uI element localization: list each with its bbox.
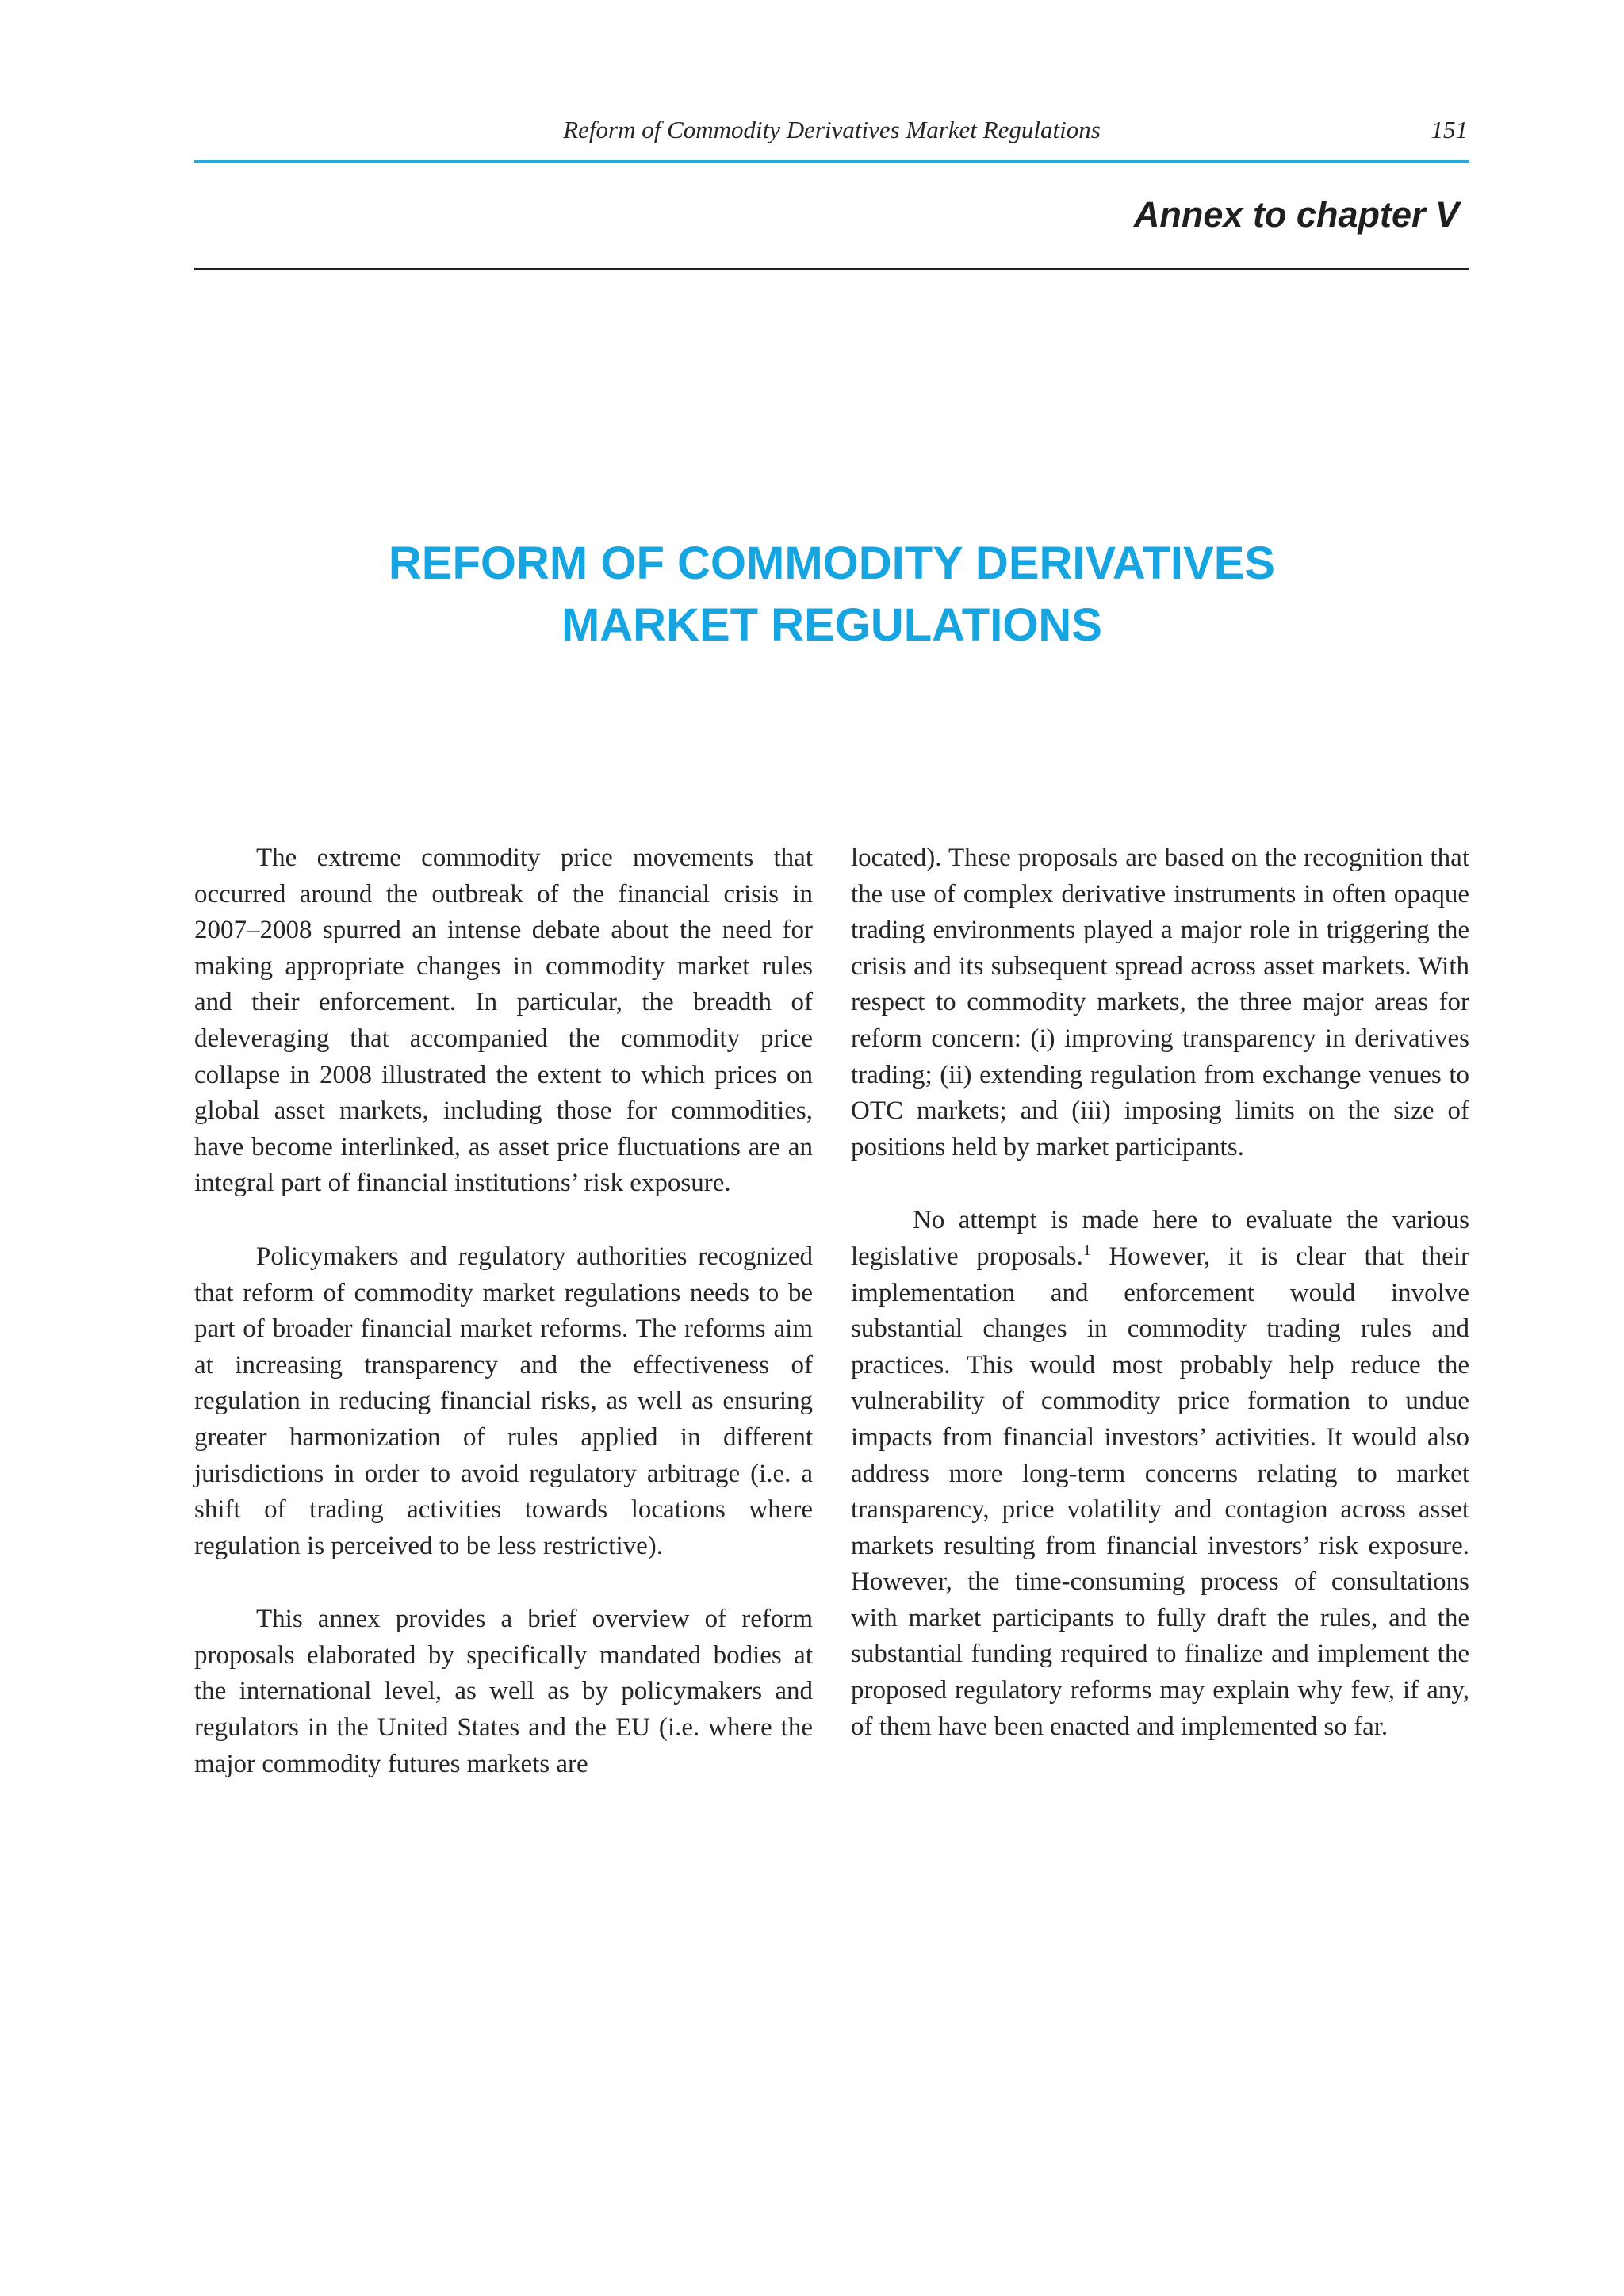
- paragraph-with-footnote: [851, 1203, 1469, 1745]
- header-rule: [194, 160, 1469, 163]
- chapter-title-line-1: REFORM OF COMMODITY DERIVATIVES: [388, 538, 1276, 589]
- chapter-title: [194, 533, 1469, 656]
- footnote-marker[interactable]: 1: [1082, 1241, 1091, 1259]
- right-column: [851, 840, 1469, 1782]
- running-title: Reform of Commodity Derivatives Market Regulations: [563, 116, 1101, 144]
- paragraph: Policymakers and regulatory authorities recognized that reform of commodity market regulations needs to be part of broader financial market reforms. The reforms aim at increasing transparency and the effectiveness of regulation in reducing financial risks, as well as ensuring greater harmonization of rules applied in different jurisdictions in order to avoid regulatory arbitrage (i.e. a shift of trading activities towards locations where regulation is perceived to be less restrictive).: [194, 1242, 813, 1560]
- paragraph: located). These proposals are based on the recognition that the use of complex derivative instruments in often opaque trading environments played a major role in triggering the crisis and its subsequent spread across asset markets. With respect to commodity markets, the three major areas for reform concern: (i) improving transparency in derivatives trading; (ii) extending regulation from exchange venues to OTC markets; and (iii) imposing limits on the size of positions held by market participants.: [851, 844, 1469, 1161]
- paragraph-text: However, it is clear that their implementation and enforcement would involve substantial changes in commodity trading rules and practices. This would most probably help reduce the vulnerability of commodity price formation to undue impacts from financial investors’ activities. It would also address more long-term concerns relating to market transparency, price volatility and contagion across asset markets resulting from financial investors’ risk exposure. However, the time-consuming process of consultations with market participants to fully draft the rules, and the substantial funding required to finalize and implement the proposed regulatory reforms may explain why few, if any, of them have been enacted and implemented so far.: [851, 1242, 1469, 1741]
- page-number: 151: [1431, 116, 1468, 144]
- left-column: [194, 840, 813, 1820]
- paragraph: This annex provides a brief overview of reform proposals elaborated by specifically mandated bodies at the international level, as well as by policymakers and regulators in the United States and the EU (i.e. where the major commodity futures markets are: [194, 1605, 813, 1778]
- chapter-title-line-2: MARKET REGULATIONS: [561, 599, 1102, 651]
- annex-label: Annex to chapter V: [1133, 194, 1459, 235]
- annex-rule: [194, 268, 1469, 270]
- paragraph: The extreme commodity price movements that occurred around the outbreak of the financial crisis in 2007–2008 spurred an intense debate about the need for making appropriate changes in commodity market rules and their enforcement. In particular, the breadth of deleveraging that accompanied the commodity price collapse in 2008 illustrated the extent to which prices on global asset markets, including those for commodities, have become interlinked, as asset price fluctuations are an integral part of financial institutions’ risk exposure.: [194, 844, 813, 1198]
- paragraph-text: No attempt is made here to evaluate the various legislative proposals.: [851, 1206, 1469, 1271]
- running-header: [194, 113, 1469, 152]
